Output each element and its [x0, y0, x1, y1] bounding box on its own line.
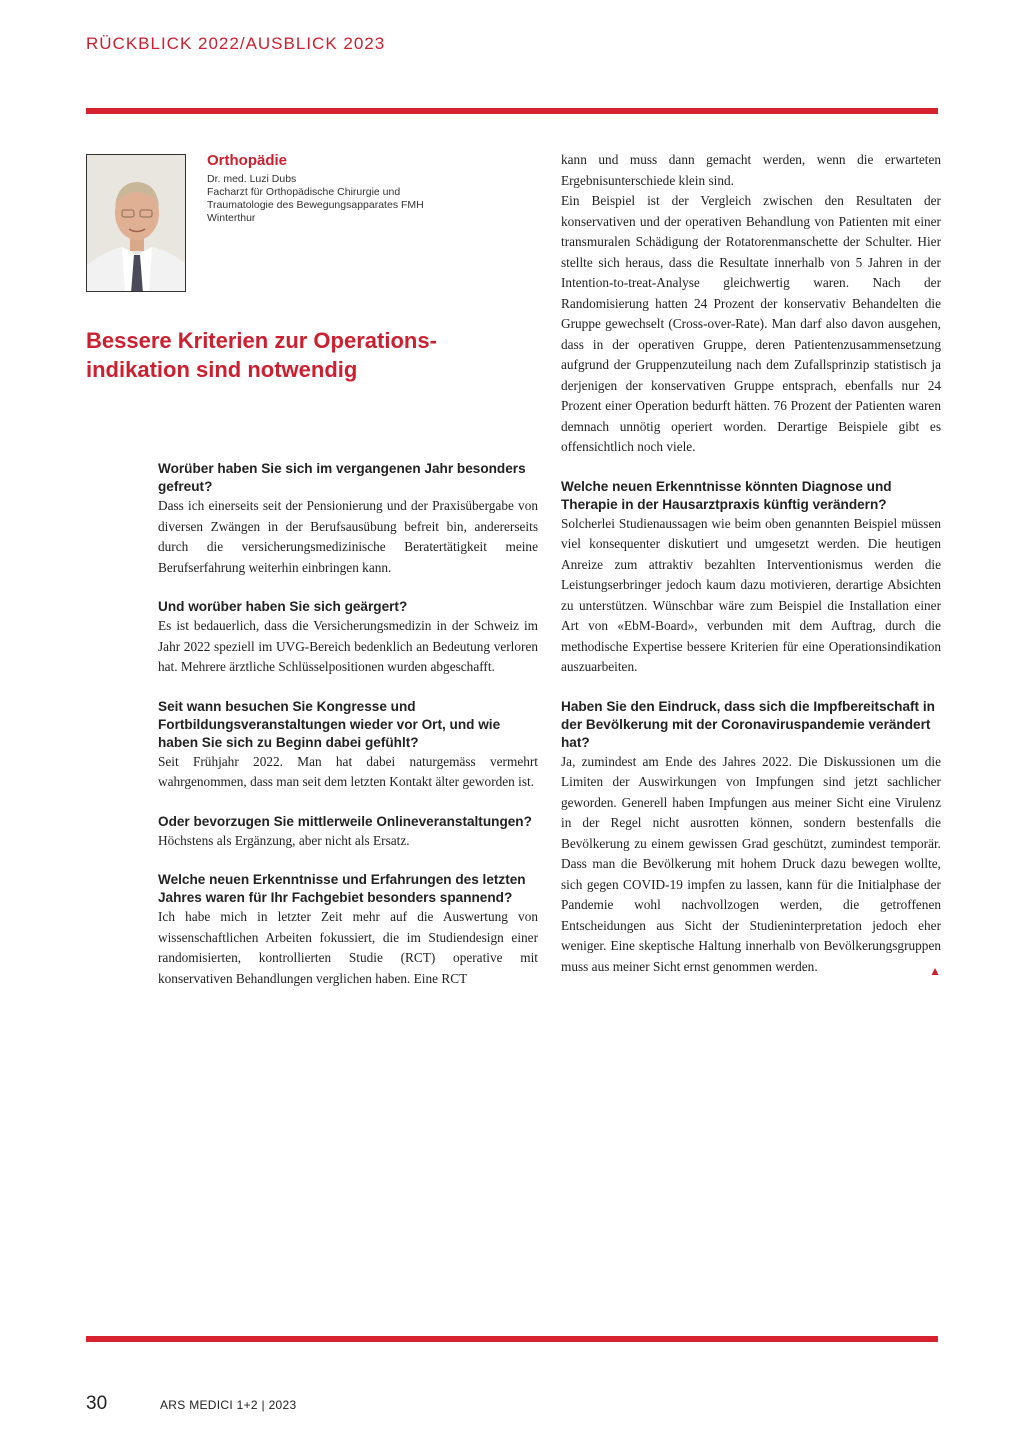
left-column	[158, 460, 538, 1009]
bottom-rule	[86, 1336, 938, 1342]
top-rule	[86, 108, 938, 114]
publication-name: ARS MEDICI 1+2 | 2023	[160, 1398, 297, 1412]
section-label: RÜCKBLICK 2022/AUSBLICK 2023	[86, 34, 386, 53]
question: Oder bevorzugen Sie mittlerweile Onlineveranstaltungen?	[158, 813, 532, 829]
author-name: Dr. med. Luzi Dubs	[207, 173, 297, 185]
answer: Dass ich einerseits seit der Pensionierung und der Praxisübergabe von diversen Zwängen in der Berufsausübung befreit bin, andererseits durch die versicherungsmedizinische Beratertätigkeit meine Berufserfahrung weiterhin einbringen kann.	[158, 498, 538, 575]
question: Haben Sie den Eindruck, dass sich die Impfbereitschaft in der Bevölkerung mit der Coronaviruspandemie verändert hat?	[561, 698, 935, 750]
qa-block	[561, 698, 941, 978]
author-info	[207, 152, 537, 225]
author-title-2: Traumatologie des Bewegungsapparates FMH	[207, 199, 424, 211]
answer-continuation: kann und muss dann gemacht werden, wenn die erwarteten Ergebnisunterschiede klein sind.	[561, 152, 941, 188]
qa-block	[158, 698, 538, 793]
question: Welche neuen Erkenntnisse und Erfahrungen des letzten Jahres waren für Ihr Fachgebiet besonders spannend?	[158, 872, 526, 905]
answer: Es ist bedauerlich, dass die Versicherungsmedizin in der Schweiz im Jahr 2022 speziell im UVG-Bereich bedenklich an Bedeutung verloren hat. Mehrere ärztliche Schlüsselpositionen wurden abgeschafft.	[158, 618, 538, 674]
qa-block	[158, 871, 538, 989]
qa-block	[561, 478, 941, 678]
author-location: Winterthur	[207, 212, 256, 224]
author-title-1: Facharzt für Orthopädische Chirurgie und	[207, 186, 401, 198]
specialty: Orthopädie	[207, 152, 288, 169]
answer	[561, 752, 941, 978]
qa-block	[158, 460, 538, 578]
end-mark-icon: ▲	[929, 963, 941, 978]
author-photo	[86, 154, 186, 292]
question: Seit wann besuchen Sie Kongresse und Fortbildungsveranstaltungen wieder vor Ort, und wie haben Sie sich zu Beginn dabei gefühlt?	[158, 698, 501, 750]
page-number: 30	[86, 1393, 108, 1414]
qa-block	[158, 813, 538, 852]
answer: Seit Frühjahr 2022. Man hat dabei naturgemäss vermehrt wahrgenommen, dass man seit dem letzten Kontakt älter geworden ist.	[158, 753, 538, 789]
question: Welche neuen Erkenntnisse könnten Diagnose und Therapie in der Hausarztpraxis künftig verändern?	[561, 478, 892, 512]
answer: Solcherlei Studienaussagen wie beim oben genannten Beispiel müssen viel konsequenter diskutiert und umgesetzt werden. Die heutigen Anreize zum attraktiv bezahlten Interventionismus werden die Leistungserbringer jedoch kaum dazu motivieren, derartige Absichten zu unterstützen. Wünschbar wäre zum Beispiel die Installation einer Art von «EbM-Board», verbunden mit dem Auftrag, durch die methodische Expertise bessere Kriterien für eine Operationsindikation auszuarbeiten.	[561, 515, 941, 674]
headline-line-1: Bessere Kriterien zur Operations-	[86, 328, 437, 353]
answer: Ich habe mich in letzter Zeit mehr auf die Auswertung von wissenschaftlichen Arbeiten fokussiert, die im Studiendesign einer randomisierten, kontrollierten Studie (RCT) operative mit konservativen Behandlungen verglichen haben. Eine RCT	[158, 909, 538, 986]
qa-block	[158, 598, 538, 678]
headline	[86, 326, 538, 384]
answer-text: Ja, zumindest am Ende des Jahres 2022. Die Diskussionen um die Limiten der Auswirkungen von Impfungen sind jetzt sachlicher geworden. Generell haben Impfungen aus meiner Sicht eine Virulenz in der Regel nicht ausrotten können, sondern bestenfalls die Bevölkerung zu einem gewissen Grad geschützt, zumindest temporär. Dass man die Bevölkerung mit hohem Druck dazu bewegen wollte, sich gegen COVID-19 impfen zu lassen, kann für die Initialphase der Pandemie wohl nachvollzogen werden, die getroffenen Entscheidungen aus Sicht der Studieninterpretation jedoch eher weniger. Eine skeptische Haltung innerhalb von Bevölkerungsgruppen muss aus meiner Sicht ernst genommen werden.	[561, 753, 941, 974]
question: Und worüber haben Sie sich geärgert?	[158, 599, 408, 614]
question: Worüber haben Sie sich im vergangenen Jahr besonders gefreut?	[158, 461, 526, 494]
answer-continuation-2: Ein Beispiel ist der Vergleich zwischen den Resultaten der konservativen und der operativen Behandlung von Patienten mit einer transmuralen Schädigung der Rotatorenmanschette der Schulter. Hier stellte sich heraus, dass die Resultate innerhalb von 5 Jahren in der Intention-to-treat-Analyse gleichwertig waren. Nach der Randomisierung hatten 24 Prozent der konservativ Behandelten die Gruppe gewechselt (Cross-over-Rate). Man darf also davon ausgehen, dass in der operativen Gruppe, deren Patientenzusammensetzung aufgrund der Gruppenzuteilung nach dem Zufallsprinzip statistisch ja derjenigen der konservativen Gruppe entsprach, ebenfalls nur 24 Prozent einer Operation bedurft hätten. 76 Prozent der Patienten waren demnach unnötig operiert worden. Derartige Beispiele gibt es offensichtlich noch viele.	[561, 193, 941, 454]
answer: Höchstens als Ergänzung, aber nicht als Ersatz.	[158, 832, 410, 848]
headline-line-2: indikation sind notwendig	[86, 357, 358, 382]
right-column	[561, 150, 941, 997]
